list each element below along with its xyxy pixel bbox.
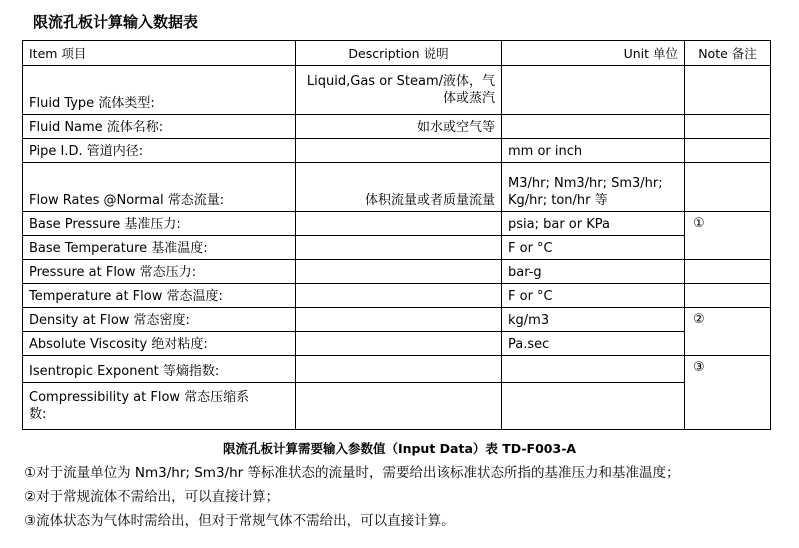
note-cell bbox=[685, 260, 771, 284]
header-item: Item 项目 bbox=[23, 41, 296, 66]
note-cell bbox=[685, 163, 771, 212]
description-cell bbox=[296, 236, 502, 260]
description-cell bbox=[296, 139, 502, 163]
footnote-1: ①对于流量单位为 Nm3/hr; Sm3/hr 等标准状态的流量时，需要给出该标准状态所指的基准压力和基准温度； bbox=[24, 465, 680, 481]
item-cell: Base Temperature 基准温度: bbox=[23, 236, 296, 260]
unit-cell: kg/m3 bbox=[502, 308, 685, 332]
table-row bbox=[23, 332, 771, 356]
unit-line: Kg/hr; ton/hr 等 bbox=[508, 193, 608, 208]
item-line: 数: bbox=[29, 407, 47, 422]
table-row bbox=[23, 356, 771, 383]
note-cell bbox=[685, 66, 771, 115]
description-cell: 如水或空气等 bbox=[296, 115, 502, 139]
description-cell: 体积流量或者质量流量 bbox=[296, 163, 502, 212]
item-cell: Pressure at Flow 常态压力: bbox=[23, 260, 296, 284]
table-row bbox=[23, 115, 771, 139]
unit-cell bbox=[502, 66, 685, 115]
table-row bbox=[23, 284, 771, 308]
unit-cell: bar-g bbox=[502, 260, 685, 284]
item-cell bbox=[23, 383, 296, 430]
item-line: Compressibility at Flow 常态压缩系 bbox=[29, 390, 250, 405]
item-cell: Density at Flow 常态密度: bbox=[23, 308, 296, 332]
note-cell: ③ bbox=[685, 356, 771, 430]
description-cell bbox=[296, 383, 502, 430]
header-unit: Unit 单位 bbox=[502, 41, 685, 66]
item-cell: Fluid Type 流体类型: bbox=[23, 66, 296, 115]
unit-cell bbox=[502, 383, 685, 430]
table-row bbox=[23, 212, 771, 236]
unit-cell: mm or inch bbox=[502, 139, 685, 163]
note-cell bbox=[685, 139, 771, 163]
item-cell: Absolute Viscosity 绝对粘度: bbox=[23, 332, 296, 356]
note-cell: ① bbox=[685, 212, 771, 260]
item-cell: Flow Rates @Normal 常态流量: bbox=[23, 163, 296, 212]
table-row bbox=[23, 66, 771, 115]
description-cell bbox=[296, 356, 502, 383]
description-cell bbox=[296, 260, 502, 284]
description-cell bbox=[296, 66, 502, 115]
header-note: Note 备注 bbox=[685, 41, 771, 66]
unit-line: M3/hr; Nm3/hr; Sm3/hr; bbox=[508, 176, 663, 191]
item-cell: Temperature at Flow 常态温度: bbox=[23, 284, 296, 308]
description-cell bbox=[296, 308, 502, 332]
footnotes bbox=[24, 461, 679, 533]
table-row bbox=[23, 139, 771, 163]
description-cell bbox=[296, 212, 502, 236]
unit-cell bbox=[502, 356, 685, 383]
item-cell: Isentropic Exponent 等熵指数: bbox=[23, 356, 296, 383]
unit-cell bbox=[502, 163, 685, 212]
footnote-2: ②对于常规流体不需给出，可以直接计算； bbox=[24, 489, 280, 505]
table-row bbox=[23, 236, 771, 260]
table-row bbox=[23, 260, 771, 284]
document-title: 限流孔板计算输入数据表 bbox=[33, 13, 199, 31]
table-row bbox=[23, 308, 771, 332]
item-cell: Base Pressure 基准压力: bbox=[23, 212, 296, 236]
footnote-3: ③流体状态为气体时需给出，但对于常规气体不需给出，可以直接计算。 bbox=[24, 513, 455, 529]
unit-cell: Pa.sec bbox=[502, 332, 685, 356]
note-cell bbox=[685, 284, 771, 308]
unit-cell: F or °C bbox=[502, 284, 685, 308]
note-cell bbox=[685, 115, 771, 139]
table-caption: 限流孔板计算需要输入参数值（Input Data）表 TD-F003-A bbox=[222, 441, 577, 456]
description-cell bbox=[296, 284, 502, 308]
item-cell: Fluid Name 流体名称: bbox=[23, 115, 296, 139]
input-data-table bbox=[22, 40, 771, 430]
item-cell: Pipe I.D. 管道内径: bbox=[23, 139, 296, 163]
description-line: 体或蒸汽 bbox=[442, 91, 495, 106]
table-row bbox=[23, 163, 771, 212]
note-cell: ② bbox=[685, 308, 771, 356]
unit-cell: F or °C bbox=[502, 236, 685, 260]
table-header-row bbox=[23, 41, 771, 66]
description-line: Liquid,Gas or Steam/液体，气 bbox=[306, 74, 495, 89]
unit-cell: psia; bar or KPa bbox=[502, 212, 685, 236]
table-row bbox=[23, 383, 771, 430]
unit-cell bbox=[502, 115, 685, 139]
description-cell bbox=[296, 332, 502, 356]
header-description: Description 说明 bbox=[296, 41, 502, 66]
